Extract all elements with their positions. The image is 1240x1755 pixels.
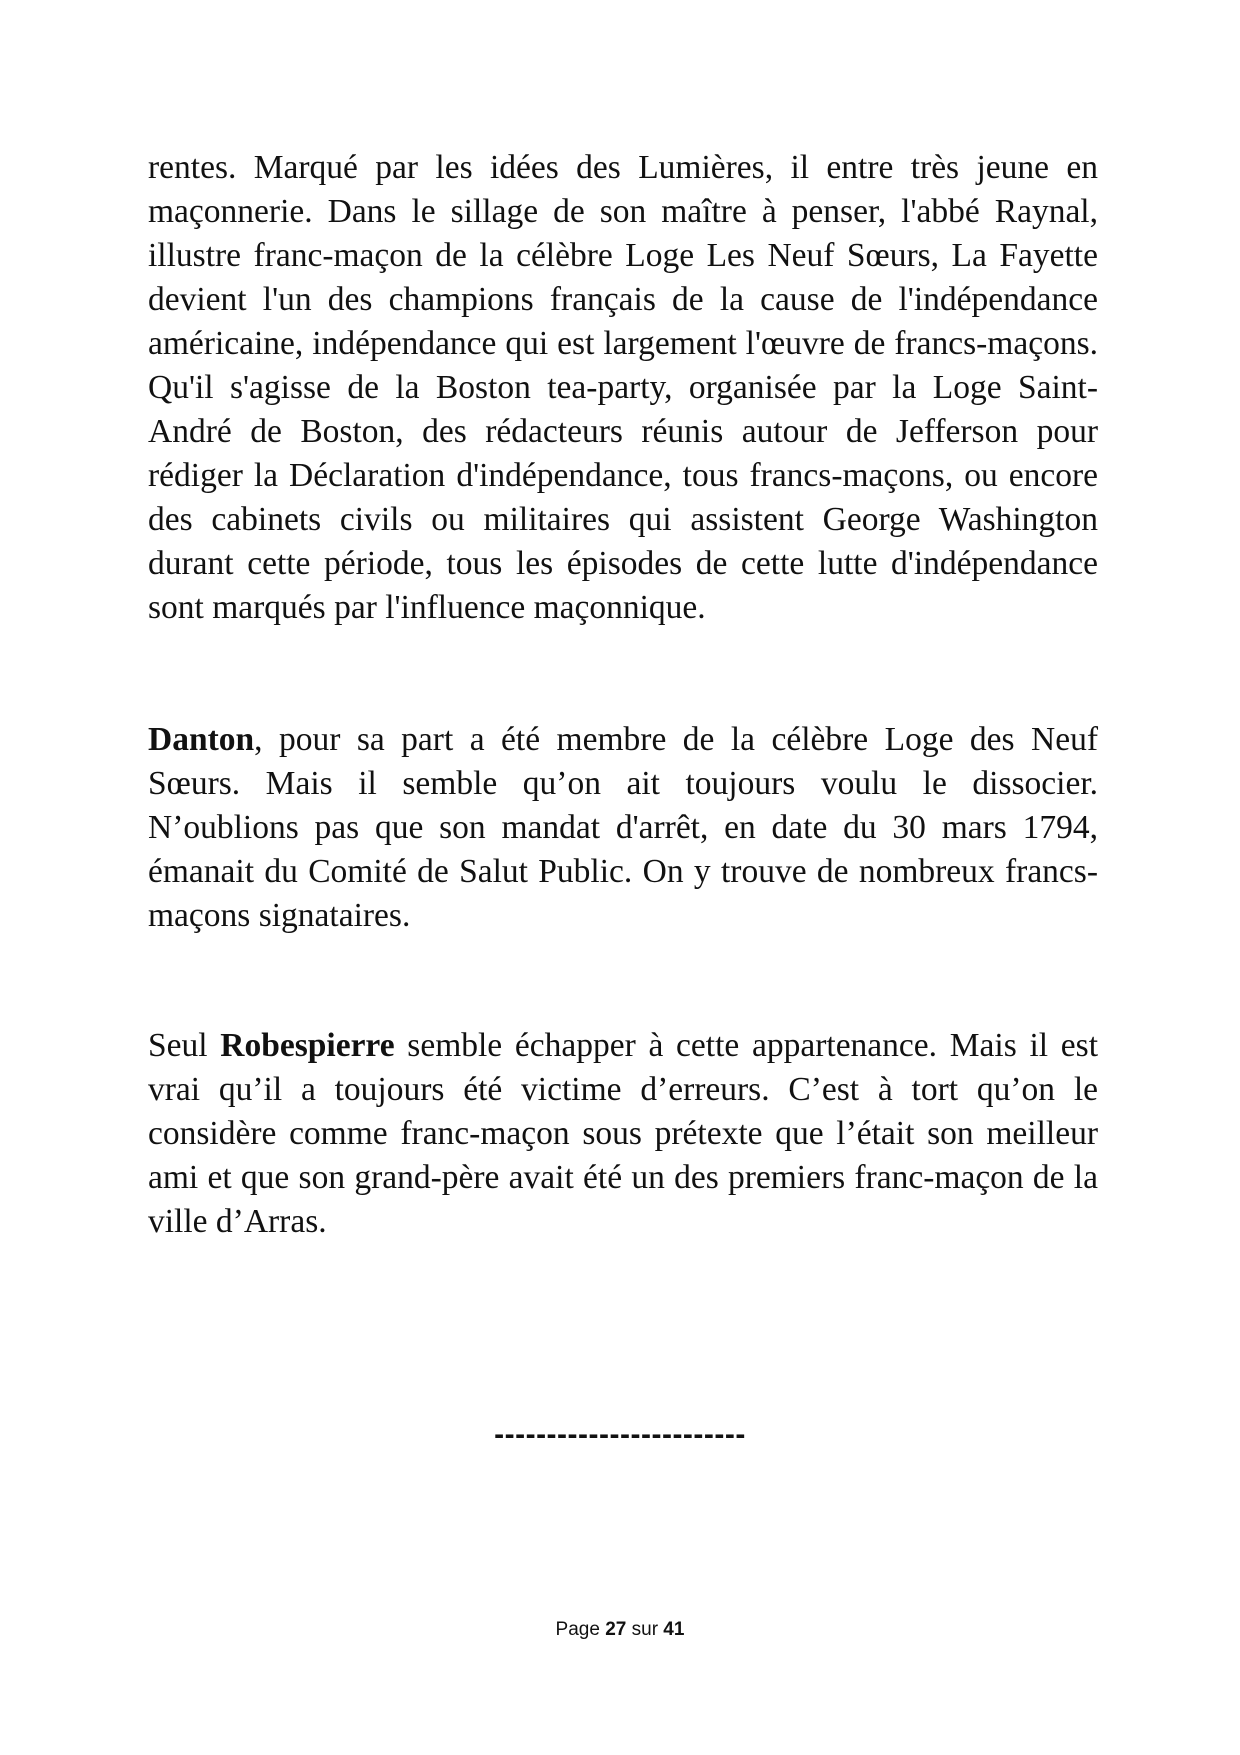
bold-name-danton: Danton (148, 721, 255, 758)
paragraph-robespierre (148, 1024, 1098, 1244)
paragraph-robespierre-prefix: Seul (148, 1027, 221, 1064)
page-label: Page (555, 1619, 606, 1640)
paragraph-danton-text: , pour sa part a été membre de la célèbre Loge des Neuf Sœurs. Mais il semble qu’on ait toujours voulu le dissocier. N’oublions pas que son mandat d'arrêt, en date du 30 mars 1794, émanait du Comité de Salut Public. On y trouve de nombreux francs-maçons signataires. (148, 721, 1098, 934)
paragraph-danton (148, 718, 1098, 938)
current-page-number: 27 (605, 1619, 627, 1640)
page-footer (0, 1618, 1240, 1642)
paragraph-robespierre-text: semble échapper à cette appartenance. Mais il est vrai qu’il a toujours été victime d’erreurs. C’est à tort qu’on le considère comme franc-maçon sous prétexte que l’était son meilleur ami et que son grand-père avait été un des premiers franc-maçon de la ville d’Arras. (148, 1027, 1098, 1240)
total-pages-number: 41 (663, 1619, 685, 1640)
paragraph-lafayette: rentes. Marqué par les idées des Lumières, il entre très jeune en maçonnerie. Dans le sillage de son maître à penser, l'abbé Raynal, illustre franc-maçon de la célèbre Loge Les Neuf Sœurs, La Fayette devient l'un des champions français de la cause de l'indépendance américaine, indépendance qui est largement l'œuvre de francs-maçons. Qu'il s'agisse de la Boston tea-party, organisée par la Loge Saint-André de Boston, des rédacteurs réunis autour de Jefferson pour rédiger la Déclaration d'indépendance, tous francs-maçons, ou encore des cabinets civils ou militaires qui assistent George Washington durant cette période, tous les épisodes de cette lutte d'indépendance sont marqués par l'influence maçonnique. (148, 149, 1098, 626)
section-separator: ------------------------ (494, 1418, 746, 1451)
sur-label: sur (626, 1619, 664, 1640)
bold-name-robespierre: Robespierre (220, 1027, 395, 1064)
